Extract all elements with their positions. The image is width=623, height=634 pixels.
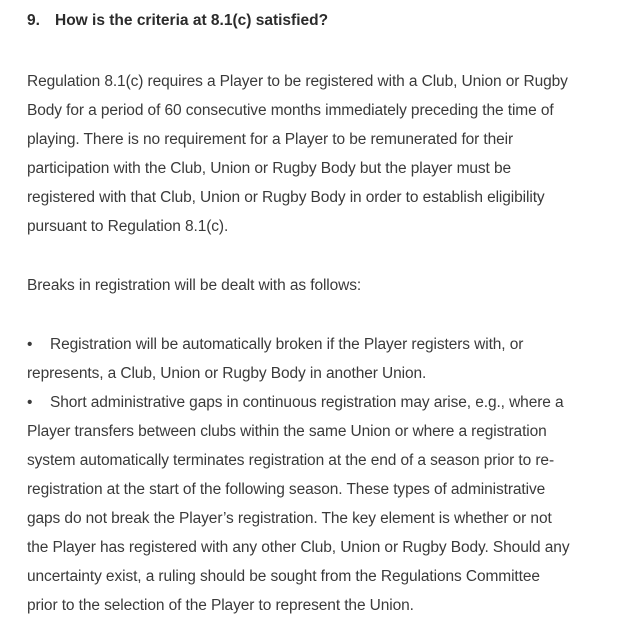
paragraph-line: playing. There is no requirement for a Player to be remunerated for their — [27, 131, 514, 148]
bullet-marker: • — [27, 394, 33, 411]
paragraph-line: participation with the Club, Union or Rugby Body but the player must be — [27, 160, 512, 177]
bullet-line: registration at the start of the following season. These types of administrative — [27, 481, 546, 498]
bullet-line: prior to the selection of the Player to represent the Union. — [27, 597, 414, 614]
bullet-line — [27, 335, 523, 355]
bullet-line — [27, 393, 564, 413]
section-title: How is the criteria at 8.1(c) satisfied? — [55, 12, 329, 29]
bullet-line: uncertainty exist, a ruling should be sought from the Regulations Committee — [27, 568, 540, 585]
bullet-line: the Player has registered with any other Club, Union or Rugby Body. Should any — [27, 539, 570, 556]
bullet-line: Player transfers between clubs within the same Union or where a registration — [27, 423, 547, 440]
bullet-text: Registration will be automatically broken if the Player registers with, or — [50, 336, 524, 353]
bullet-line: gaps do not break the Player’s registration. The key element is whether or not — [27, 510, 552, 527]
section-number: 9. — [27, 12, 40, 29]
bullet-line: system automatically terminates registration at the end of a season prior to re- — [27, 452, 555, 469]
paragraph-line: registered with that Club, Union or Rugby Body in order to establish eligibility — [27, 189, 545, 206]
bullet-text: Short administrative gaps in continuous registration may arise, e.g., where a — [50, 394, 564, 411]
bullet-line: represents, a Club, Union or Rugby Body in another Union. — [27, 365, 427, 382]
paragraph-line: Body for a period of 60 consecutive months immediately preceding the time of — [27, 102, 554, 119]
paragraph-breaks-intro: Breaks in registration will be dealt with as follows: — [27, 277, 362, 294]
paragraph-line: Regulation 8.1(c) requires a Player to be registered with a Club, Union or Rugby — [27, 73, 568, 90]
bullet-marker: • — [27, 336, 33, 353]
section-heading — [27, 12, 328, 30]
paragraph-line: pursuant to Regulation 8.1(c). — [27, 218, 229, 235]
